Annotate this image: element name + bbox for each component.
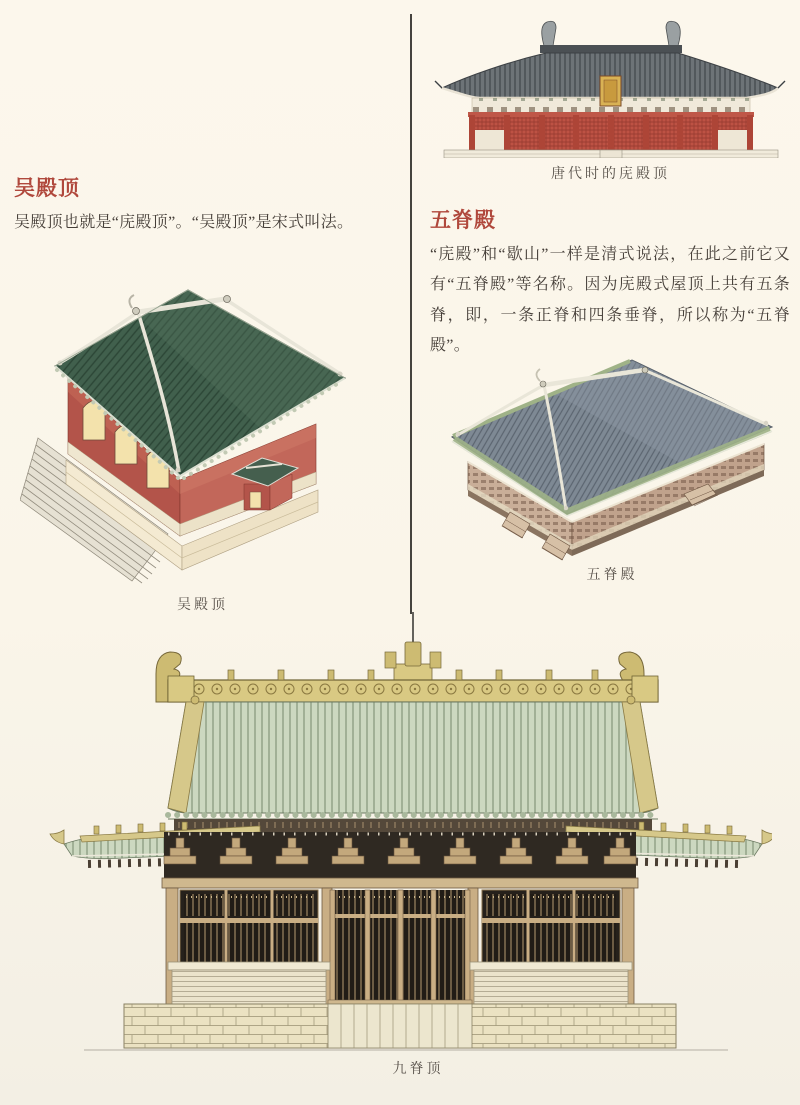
figure-tang-hall-illustration <box>428 8 793 158</box>
tang-hall-drawing <box>428 8 793 158</box>
figure-jiuji-illustration <box>28 612 772 1057</box>
figure-jiuji-caption: 九脊顶 <box>392 1062 444 1077</box>
figure-tang-caption: 唐代时的庑殿顶 <box>551 167 670 182</box>
figure-wudian-illustration <box>20 278 385 593</box>
figure-wuji-illustration <box>432 352 792 562</box>
ridge-spire-line <box>410 14 412 614</box>
figure-wuji-caption: 五脊殿 <box>586 568 638 583</box>
paragraph-wujidian: “庑殿”和“歇山”一样是清式说法，在此之前它又有“五脊殿”等名称。因为庑殿式屋顶上共有五条脊，即，一条正脊和四条垂脊，所以称为“五脊殿”。 <box>430 246 790 355</box>
figure-wudian-caption: 吴殿顶 <box>177 598 228 613</box>
heading-wujidian: 五脊殿 <box>430 209 496 232</box>
jiuji-building-drawing <box>28 612 772 1057</box>
wudian-building-drawing <box>20 278 385 593</box>
paragraph-wudianding: 吴殿顶也就是“庑殿顶”。“吴殿顶”是宋式叫法。 <box>14 214 354 231</box>
heading-wudianding: 吴殿顶 <box>14 177 80 200</box>
wuji-building-drawing <box>432 352 792 562</box>
